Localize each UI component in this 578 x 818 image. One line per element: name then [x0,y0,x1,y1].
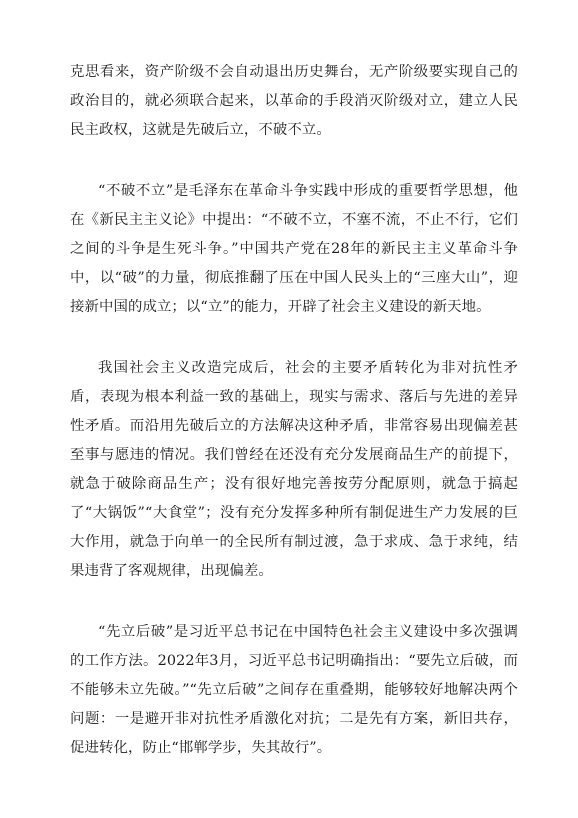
paragraph-3: 我国社会主义改造完成后，社会的主要矛盾转化为非对抗性矛盾，表现为根本利益一致的基础上，现实与需求、落后与先进的差异性矛盾。而沿用先破后立的方法解决这种矛盾，非常容易出现偏差甚至事与愿违的情况。我们曾经在还没有充分发展商品生产的前提下，就急于破除商品生产；没有很好地完善按劳分配原则，就急于搞起了“大锅饭”“大食堂”；没有充分发挥多种所有制促进生产力发展的巨大作用，就急于向单一的全民所有制过渡，急于求成、急于求纯，结果违背了客观规律，出现偏差。 [70,360,518,579]
paragraph-gap [70,586,518,618]
document-body [70,58,518,763]
paragraph-4: “先立后破”是习近平总书记在中国特色社会主义建设中多次强调的工作方法。2022年3月，习近平总书记明确指出：“要先立后破，而不能够未立先破。”“先立后破”之间存在重叠期，能够较好地解决两个问题：一是避开非对抗性矛盾激化对抗；二是先有方案，新旧共存，促进转化，防止“邯郸学步，失其故行”。 [70,624,518,756]
paragraph-gap [70,322,518,354]
paragraph-gap [70,145,518,177]
paragraph-1: 克思看来，资产阶级不会自动退出历史舞台，无产阶级要实现自己的政治目的，就必须联合起来，以革命的手段消灭阶级对立，建立人民民主政权，这就是先破后立，不破不立。 [70,64,518,138]
paragraph-2: “不破不立”是毛泽东在革命斗争实践中形成的重要哲学思想，他在《新民主主义论》中提出：“不破不立，不塞不流，不止不行，它们之间的斗争是生死斗争。”中国共产党在28年的新民主主义革命斗争中，以“破”的力量，彻底推翻了压在中国人民头上的“三座大山”，迎接新中国的成立；以“立”的能力，开辟了社会主义建设的新天地。 [70,183,518,315]
